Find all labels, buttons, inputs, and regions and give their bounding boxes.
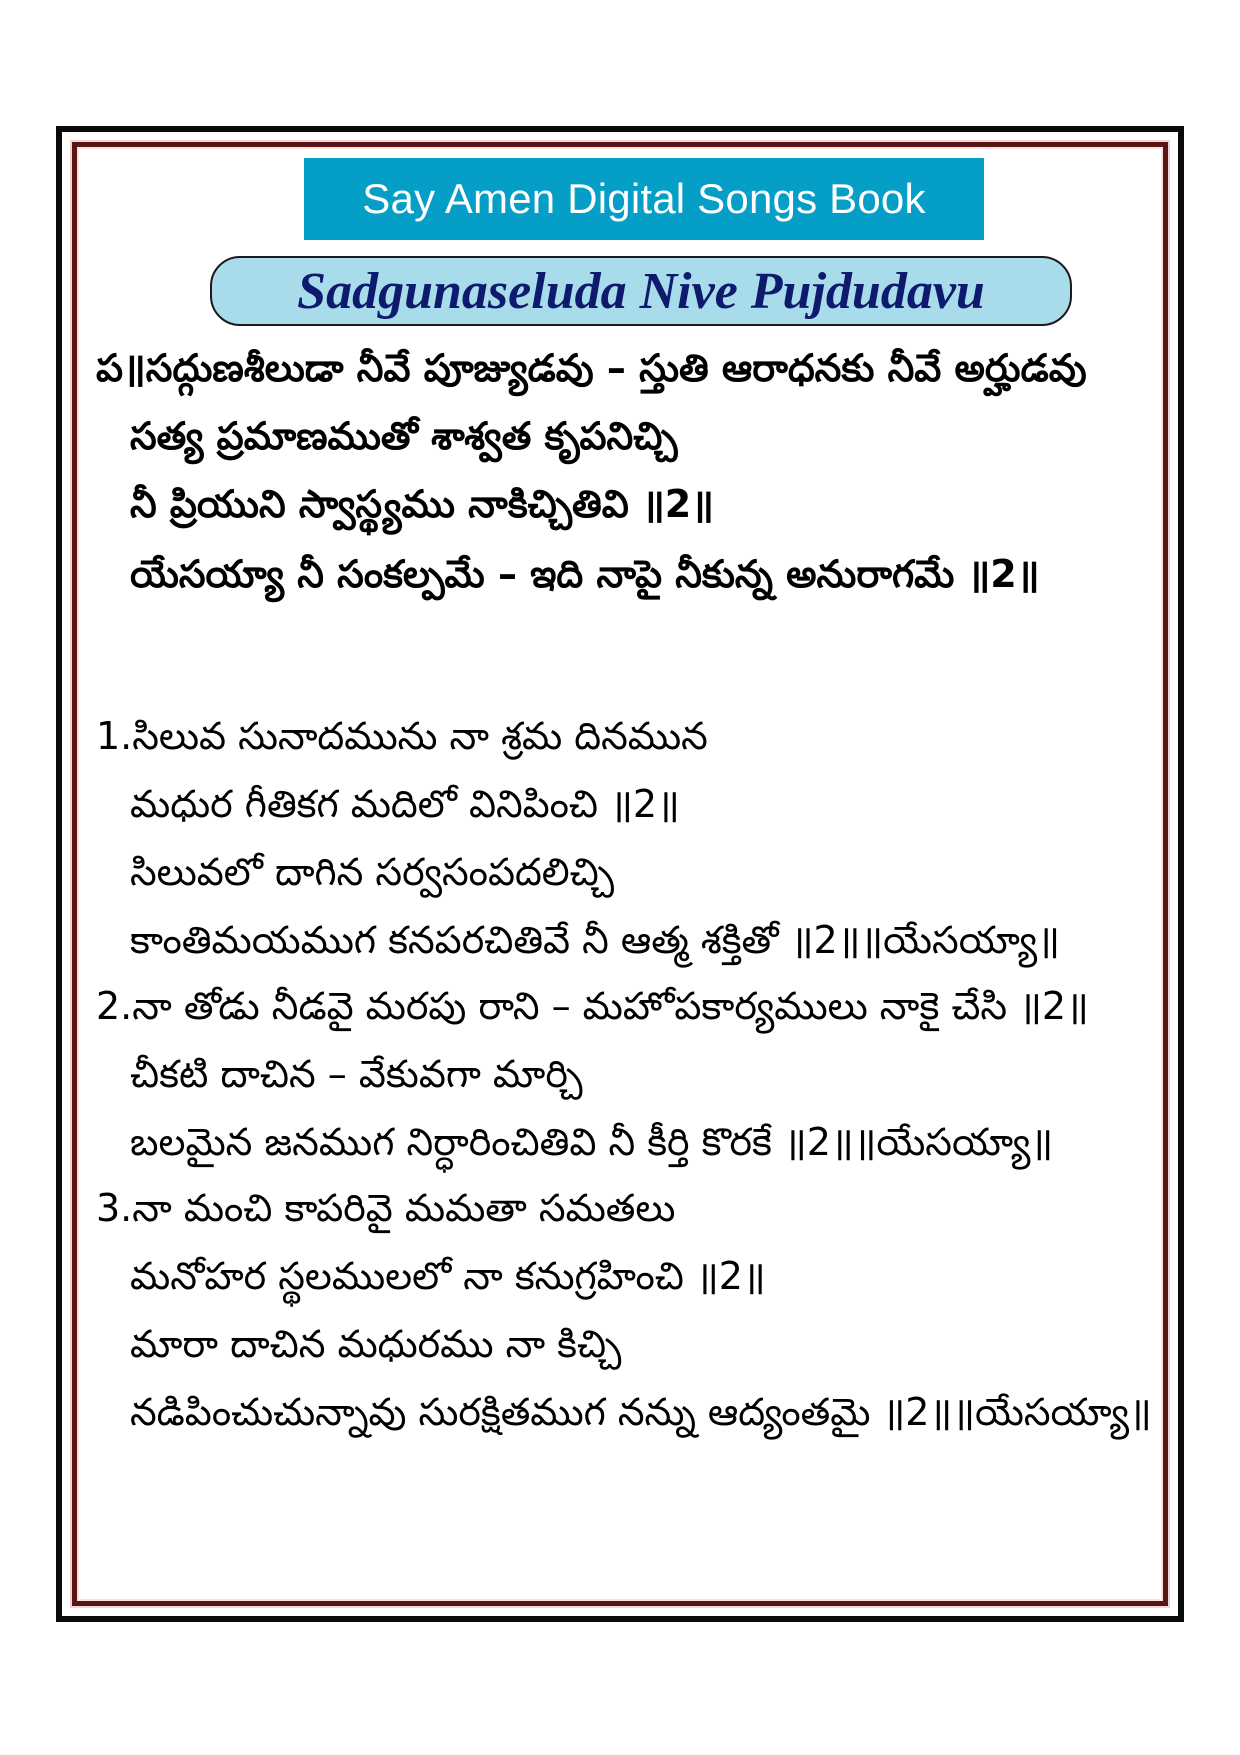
stanza-3-line-4: నడిపించుచున్నావు సురక్షితముగ నన్ను ఆద్యంతమై ॥2॥॥యేసయ్యా॥ [130, 1390, 1152, 1434]
book-title-banner [304, 158, 984, 240]
book-title: Say Amen Digital Songs Book [362, 175, 926, 222]
pallavi-line-3: నీ ప్రియుని స్వాస్థ్యము నాకిచ్చితివి ॥2॥ [130, 482, 714, 526]
pallavi-line-2: సత్య ప్రమాణముతో శాశ్వత కృపనిచ్చి [130, 414, 678, 458]
stanza-3-line-1: 3.నా మంచి కాపరివై మమతా సమతలు [96, 1186, 676, 1230]
stanza-1-line-3: సిలువలో దాగిన సర్వసంపదలిచ్చి [130, 850, 614, 894]
pallavi-line-1: ప॥సద్గుణశీలుడా నీవే పూజ్యుడవు – స్తుతి ఆరాధనకు నీవే అర్హుడవు [96, 346, 1087, 390]
pallavi-line-4: యేసయ్యా నీ సంకల్పమే – ఇది నాపై నీకున్న అనురాగమే ॥2॥ [130, 552, 1040, 596]
stanza-1-line-4: కాంతిమయముగ కనపరచితివే నీ ఆత్మ శక్తితో ॥2॥॥యేసయ్యా॥ [130, 918, 1060, 962]
stanza-3-line-3: మారా దాచిన మధురము నా కిచ్చి [130, 1322, 622, 1366]
stanza-3-line-2: మనోహర స్థలములలో నా కనుగ్రహించి ॥2॥ [130, 1254, 766, 1298]
stanza-1-line-2: మధుర గీతికగ మదిలో వినిపించి ॥2॥ [130, 782, 680, 826]
stanza-2-line-1: 2.నా తోడు నీడవై మరపు రాని – మహోపకార్యములు నాకై చేసి ॥2॥ [96, 984, 1089, 1028]
song-title: Sadgunaseluda Nive Pujdudavu [297, 262, 985, 320]
stanza-1-line-1: 1.సిలువ సునాదమును నా శ్రమ దినమున [96, 714, 708, 758]
stanza-2-line-2: చీకటి దాచిన – వేకువగా మార్చి [130, 1052, 583, 1096]
song-title-pill [210, 256, 1072, 326]
stanza-2-line-3: బలమైన జనముగ నిర్ధారించితివి నీ కీర్తి కొరకే ॥2॥॥యేసయ్యా॥ [130, 1120, 1054, 1164]
